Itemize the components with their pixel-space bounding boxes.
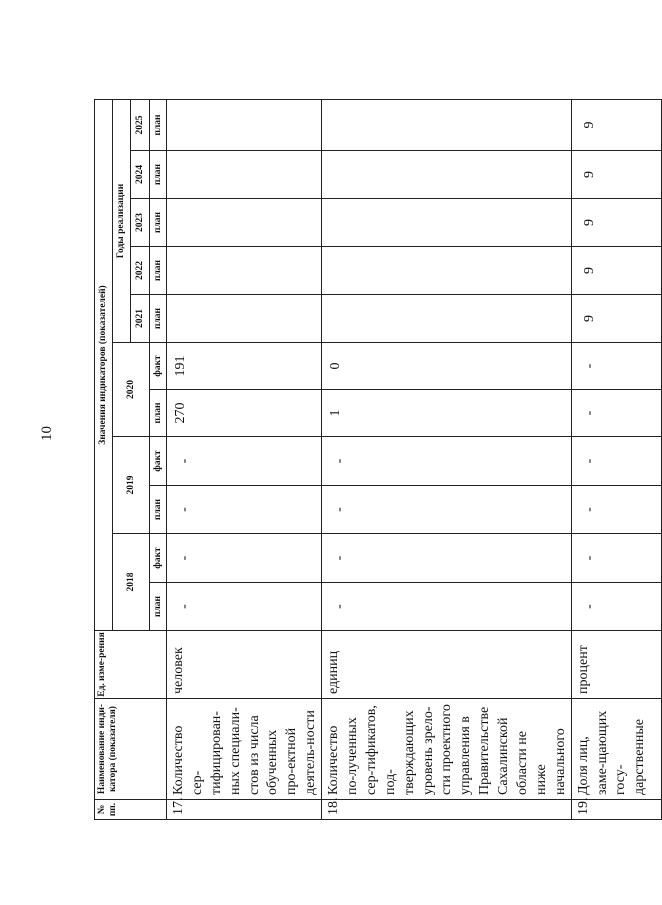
- rotated-table-wrapper: [94, 100, 648, 820]
- value-cell: -: [322, 534, 572, 583]
- header-num: № пп.: [95, 800, 167, 820]
- value-cell: -: [571, 390, 661, 437]
- value-cell: 0: [322, 343, 572, 390]
- value-cell: 1: [322, 390, 572, 437]
- value-cell: -: [167, 486, 322, 534]
- value-cell: 9: [571, 99, 661, 150]
- header-plan: план: [150, 295, 167, 343]
- header-years-impl: Годы реализации: [113, 99, 131, 342]
- header-plan: план: [150, 583, 167, 631]
- value-cell: 191: [167, 343, 322, 390]
- value-cell: -: [571, 486, 661, 534]
- indicator-name: Доля лиц, заме-щающих госу-дарственные: [571, 699, 661, 800]
- value-cell: -: [322, 486, 572, 534]
- value-cell: -: [571, 437, 661, 486]
- value-cell: -: [322, 437, 572, 486]
- value-cell: -: [571, 583, 661, 631]
- header-plan: план: [150, 99, 167, 150]
- value-cell: 270: [167, 390, 322, 437]
- header-fact: факт: [150, 343, 167, 390]
- header-year-2023: 2023: [131, 199, 150, 247]
- header-year-2021: 2021: [131, 295, 150, 343]
- unit-cell: единиц: [322, 631, 572, 699]
- header-plan: план: [150, 199, 167, 247]
- value-cell: -: [322, 583, 572, 631]
- table-layer: [94, 100, 648, 820]
- indicator-name: Количество сер-тифицирован-ных специали-стов из числа обученных про-ектной деятель-ности: [167, 699, 322, 800]
- value-cell: 9: [571, 247, 661, 295]
- value-cell: 9: [571, 295, 661, 343]
- header-year-2025: 2025: [131, 99, 150, 150]
- value-cell: -: [167, 534, 322, 583]
- value-cell: 9: [571, 199, 661, 247]
- value-cell: [322, 295, 572, 343]
- header-values: Значения индикаторов (показателей): [95, 99, 113, 630]
- indicator-name: Количество по-лученных сер-тификатов, под-тверждающих уровень зрело-сти проектного управления в Правительстве Сахалинской области не ниже начального: [322, 699, 572, 800]
- value-cell: [322, 151, 572, 199]
- header-year-2022: 2022: [131, 247, 150, 295]
- table-row: [167, 99, 322, 819]
- header-name: Наименование инди-катора (показателя): [95, 699, 167, 800]
- value-cell: -: [571, 534, 661, 583]
- header-year-2019: 2019: [113, 437, 150, 534]
- header-fact: факт: [150, 534, 167, 583]
- header-fact: факт: [150, 437, 167, 486]
- header-plan: план: [150, 390, 167, 437]
- value-cell: [167, 99, 322, 150]
- row-number: 18.: [322, 800, 572, 820]
- header-year-2024: 2024: [131, 151, 150, 199]
- indicators-table: [94, 99, 662, 820]
- row-number: 19.: [571, 800, 661, 820]
- value-cell: [167, 247, 322, 295]
- unit-cell: процент: [571, 631, 661, 699]
- value-cell: [167, 199, 322, 247]
- header-plan: план: [150, 247, 167, 295]
- header-plan: план: [150, 486, 167, 534]
- value-cell: [322, 99, 572, 150]
- value-cell: [322, 199, 572, 247]
- table-row: [322, 99, 572, 819]
- value-cell: -: [571, 343, 661, 390]
- unit-cell: человек: [167, 631, 322, 699]
- value-cell: [167, 151, 322, 199]
- value-cell: 9: [571, 151, 661, 199]
- header-unit: Ед. изме-рения: [95, 631, 167, 699]
- value-cell: [322, 247, 572, 295]
- header-year-2020: 2020: [113, 343, 150, 437]
- header-plan: план: [150, 151, 167, 199]
- header-year-2018: 2018: [113, 534, 150, 631]
- value-cell: -: [167, 583, 322, 631]
- row-number: 17.: [167, 800, 322, 820]
- value-cell: [167, 295, 322, 343]
- table-row: [571, 99, 661, 819]
- value-cell: -: [167, 437, 322, 486]
- page-number: 10: [39, 426, 55, 441]
